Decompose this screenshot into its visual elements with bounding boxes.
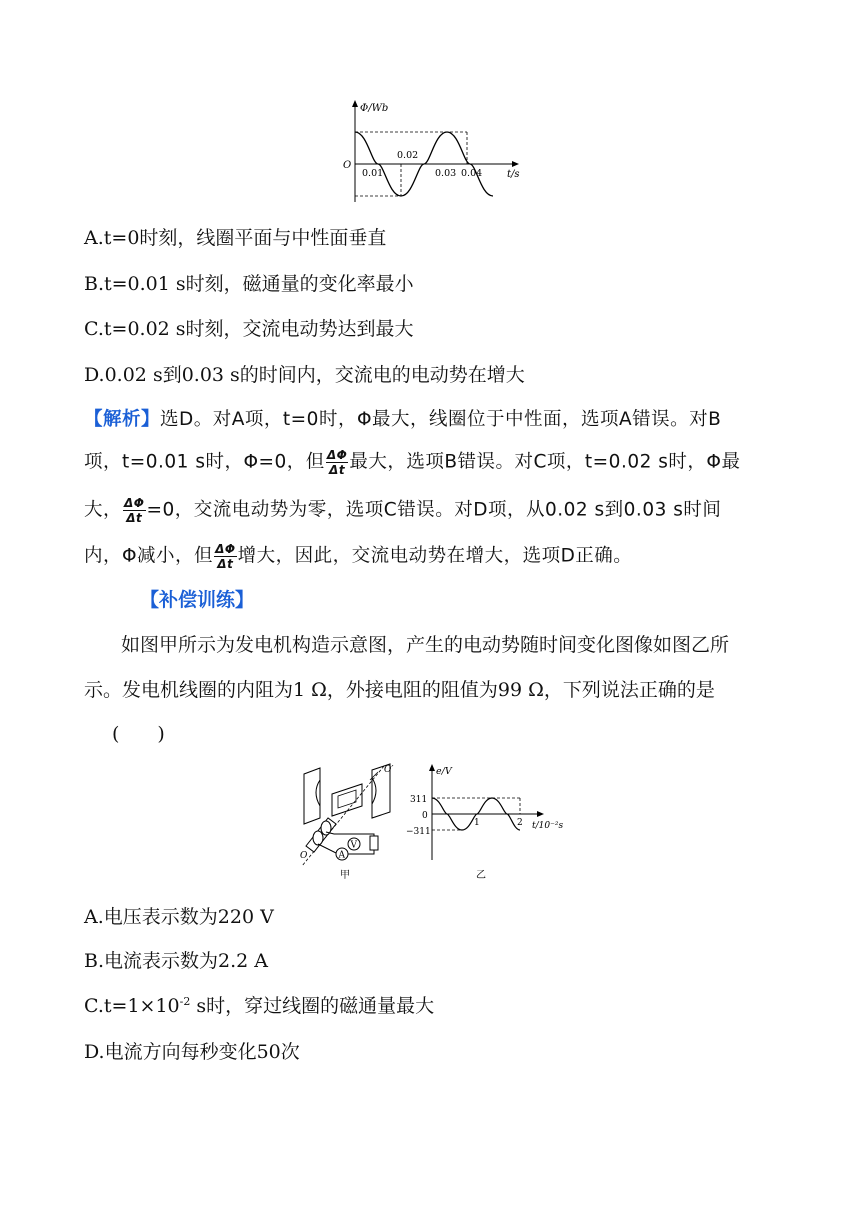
rotating-coil [332, 784, 362, 816]
q1-option-c: C.t=0.02 s时刻，交流电动势达到最大 [84, 318, 414, 340]
flux-graph-tick-004: 0.04 [461, 168, 483, 179]
q2-option-c-exponent: -2 [179, 995, 191, 1008]
q1-option-b: B.t=0.01 s时刻，磁通量的变化率最小 [84, 273, 414, 295]
flux-graph-tick-003: 0.03 [435, 168, 457, 179]
q1-option-a: A.t=0时刻，线圈平面与中性面垂直 [84, 227, 387, 249]
o-label: O [300, 851, 308, 861]
q2-option-c [84, 994, 434, 1018]
explanation-line-3 [84, 496, 721, 525]
generator-diagram [298, 762, 398, 884]
explanation-text-2b: 最大，选项B错误。对C项，t=0.02 s时，Φ最 [349, 451, 741, 473]
emf-graph-x-arrow [537, 811, 544, 817]
delta-phi-over-delta-t: $\frac{\Delta\Phi}{\Delta t}$ [124, 496, 145, 525]
q1-option-d: D.0.02 s到0.03 s的时间内，交流电的电动势在增大 [84, 364, 525, 386]
flux-graph-x-label: t/s [507, 169, 520, 180]
delta-phi-over-delta-t: $\frac{\Delta\Phi}{\Delta t}$ [326, 448, 348, 477]
emf-graph-y-zero: 0 [422, 811, 428, 821]
q2-option-b: B.电流表示数为2.2 A [84, 950, 268, 972]
explanation-line-1 [84, 408, 721, 432]
explanation-line-2 [84, 448, 740, 477]
emf-graph-y-max: 311 [410, 795, 428, 805]
emf-time-graph [400, 762, 570, 884]
emf-graph-y-arrow [429, 764, 435, 771]
q2-option-a: A.电压表示数为220 V [84, 906, 274, 928]
explanation-line-4 [84, 542, 632, 571]
answer-blank: ( ) [112, 723, 165, 745]
explanation-text-3a: 大， [84, 499, 123, 521]
flux-graph-tick-001: 0.01 [362, 168, 384, 179]
explanation-label: 【解析】 [84, 409, 161, 430]
explanation-text-4a: 内，Φ减小，但 [84, 545, 214, 567]
emf-graph-y-min: −311 [406, 827, 431, 837]
figure-caption-jia: 甲 [340, 870, 350, 881]
flux-graph-x-arrow [512, 161, 519, 167]
practice-header: 【补偿训练】 [140, 589, 255, 611]
explanation-text-1: 选D。对A项，t=0时，Φ最大，线圈位于中性面，选项A错误。对B [160, 409, 722, 430]
explanation-text-2a: 项，t=0.01 s时，Φ=0，但 [84, 451, 325, 473]
practice-stem-line-2: 示。发电机线圈的内阻为1 Ω，外接电阻的阻值为99 Ω，下列说法正确的是 [84, 679, 715, 701]
emf-graph-y-label: e/V [436, 766, 452, 777]
left-magnet-pole [304, 768, 320, 824]
emf-graph-tick-1: 1 [474, 818, 480, 828]
flux-time-graph [335, 98, 525, 210]
ammeter-label: A [338, 850, 345, 861]
explanation-text-4b: 增大，因此，交流电动势在增大，选项D正确。 [237, 545, 633, 567]
explanation-text-3b: =0，交流电动势为零，选项C错误。对D项，从0.02 s到0.03 s时间 [146, 499, 722, 521]
flux-graph-y-arrow [352, 100, 358, 107]
delta-phi-over-delta-t: $\frac{\Delta\Phi}{\Delta t}$ [215, 542, 236, 571]
emf-graph-x-label: t/10⁻²s [532, 821, 564, 831]
slip-ring-1 [313, 831, 323, 845]
external-resistor [370, 836, 378, 850]
q2-option-d: D.电流方向每秒变化50次 [84, 1041, 300, 1063]
figure-caption-yi: 乙 [476, 870, 486, 881]
flux-graph-y-label: Φ/Wb [360, 103, 389, 114]
emf-graph-tick-2: 2 [517, 818, 523, 828]
flux-graph-tick-002: 0.02 [397, 150, 419, 161]
q2-option-c-suffix: s时，穿过线圈的磁通量最大 [190, 995, 435, 1017]
flux-graph-origin: O [343, 160, 352, 171]
o-prime-label: O′ [384, 765, 394, 775]
practice-stem-line-1: 如图甲所示为发电机构造示意图，产生的电动势随时间变化图像如图乙所 [121, 634, 730, 656]
q2-option-c-prefix: C.t=1×10 [84, 995, 180, 1017]
voltmeter-label: V [350, 840, 357, 851]
